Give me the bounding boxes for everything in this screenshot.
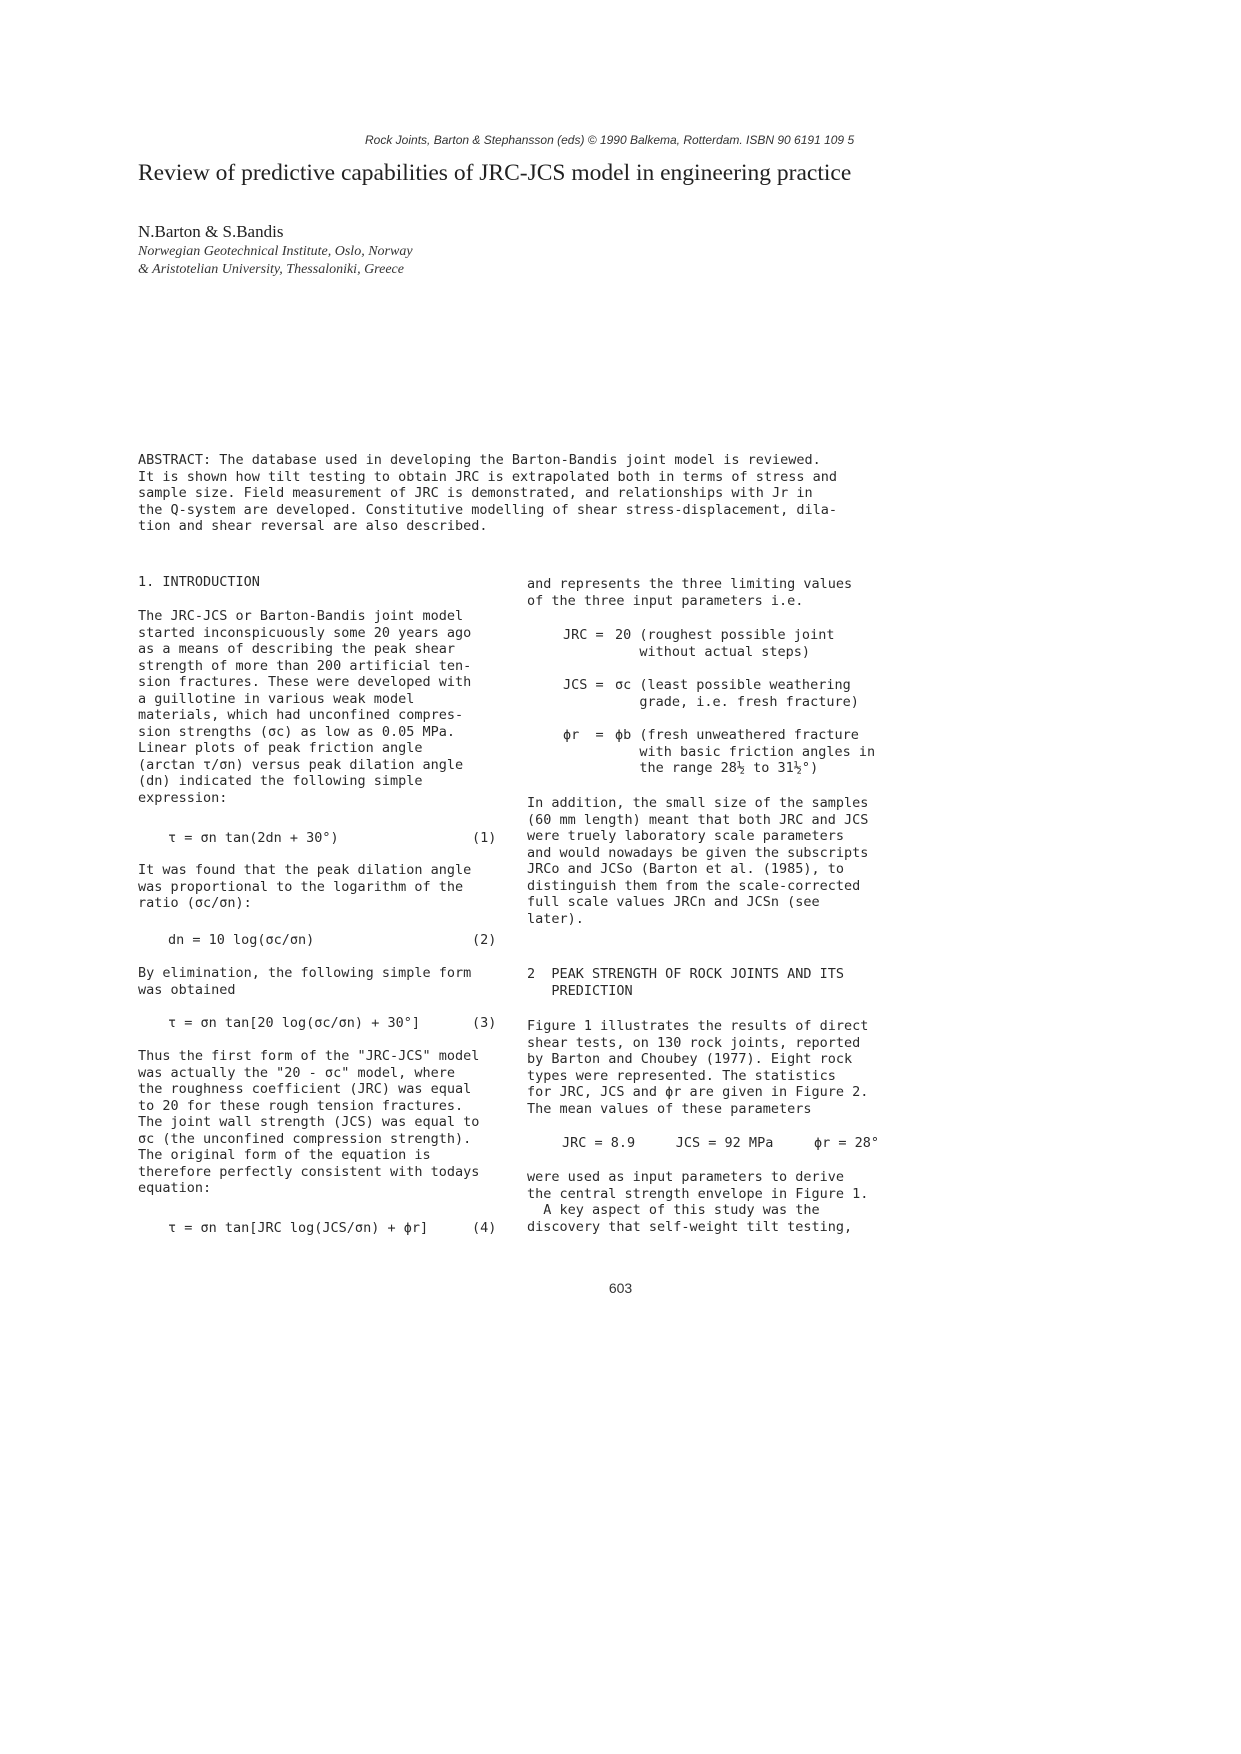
right-paragraph-2 [527,795,868,927]
right-paragraph-3 [527,1018,868,1117]
limit-description [615,727,875,777]
limit-jrc [563,627,835,660]
text-line: The mean values of these parameters [527,1100,812,1117]
equation-3-number: (3) [472,1015,497,1031]
right-paragraph-1 [527,576,852,609]
running-header: Rock Joints, Barton & Stephansson (eds) © 1990 Balkema, Rotterdam. ISBN 90 6191 109 5 [365,133,855,147]
text-line: equation: [138,1180,212,1196]
text-line: shear tests, on 130 rock joints, reported [527,1034,861,1051]
text-line: The original form of the equation is [138,1147,431,1163]
text-line: a guillotine in various weak model [138,690,415,707]
limit-equals: = [595,677,604,693]
right-paragraph-4 [527,1169,868,1235]
text-line: JRCo and JCSo (Barton et al. (1985), to [527,861,844,877]
equation-3: τ = σn tan[20 log(σc/σn) + 30°] [168,1015,420,1031]
text-line: materials, which had unconfined compres- [138,707,464,723]
intro-paragraph-3 [138,965,471,998]
abstract-line: tion and shear reversal are also described. [138,518,488,534]
limit-equals: = [595,627,604,643]
text-line: and represents the three limiting values [527,576,853,592]
text-line: of the three input parameters i.e. [527,592,804,609]
text-line: 20 (roughest possible joint [615,627,835,643]
text-line: Figure 1 illustrates the results of direct [527,1018,869,1034]
text-line: In addition, the small size of the samples [527,795,869,811]
text-line: grade, i.e. fresh fracture) [615,693,859,710]
text-line: the range 28½ to 31½°) [615,760,819,776]
text-line: The joint wall strength (JCS) was equal to [138,1114,480,1130]
equation-4-number: (4) [472,1220,497,1236]
text-line: full scale values JRCn and JCSn (see [527,894,820,910]
text-line: was actually the "20 - σc" model, where [138,1064,455,1081]
text-line: were truely laboratory scale parameters [527,828,844,844]
intro-paragraph-2 [138,862,471,912]
text-line: started inconspicuously some 20 years ago [138,624,472,641]
intro-paragraph-1 [138,608,471,806]
text-line: (dn) indicated the following simple [138,773,423,789]
limit-symbol: JCS [563,677,588,693]
text-line: was obtained [138,981,236,998]
equation-1-number: (1) [472,830,497,846]
limit-description [615,677,859,710]
limit-description [615,627,834,660]
section-heading-introduction: 1. INTRODUCTION [138,574,260,590]
text-line: Linear plots of peak friction angle [138,740,423,756]
text-line: sion strengths (σc) as low as 0.05 MPa. [138,723,455,740]
text-line: 2 PEAK STRENGTH OF ROCK JOINTS AND ITS [527,966,844,982]
text-line: distinguish them from the scale-corrected [527,877,861,894]
text-line: as a means of describing the peak shear [138,641,455,657]
text-line: discovery that self-weight tilt testing, [527,1218,853,1235]
section-heading-peak-strength [527,966,844,999]
text-line: (arctan τ/σn) versus peak dilation angle [138,756,464,773]
abstract-line: It is shown how tilt testing to obtain JRC is extrapolated both in terms of stress and [138,468,837,485]
text-line: PREDICTION [527,982,633,999]
text-line: Thus the first form of the "JRC-JCS" model [138,1048,480,1064]
limit-symbol: ϕr [563,727,588,743]
text-line: The JRC-JCS or Barton-Bandis joint model [138,608,464,624]
text-line: sion fractures. These were developed with [138,674,472,690]
equation-1: τ = σn tan(2dn + 30°) [168,830,339,846]
abstract [138,452,837,535]
text-line: σc (the unconfined compression strength). [138,1130,472,1147]
text-line: was proportional to the logarithm of the [138,878,464,895]
abstract-line: ABSTRACT: The database used in developing the Barton-Bandis joint model is reviewed. [138,452,821,468]
equation-4: τ = σn tan[JRC log(JCS/σn) + ϕr] [168,1220,429,1236]
text-line: were used as input parameters to derive [527,1169,844,1185]
text-line: for JRC, JCS and ϕr are given in Figure 2. [527,1084,869,1100]
text-line: therefore perfectly consistent with todays [138,1163,480,1180]
text-line: strength of more than 200 artificial ten- [138,657,472,674]
text-line: by Barton and Choubey (1977). Eight rock [527,1051,853,1067]
limit-symbol: JRC [563,627,588,643]
text-line: expression: [138,789,228,806]
text-line: A key aspect of this study was the [527,1202,820,1218]
affiliation-line: Norwegian Geotechnical Institute, Oslo, Norway [138,244,413,259]
text-line: without actual steps) [615,643,811,660]
equation-2-number: (2) [472,932,497,948]
text-line: (60 mm length) meant that both JRC and JCS [527,811,869,828]
limit-phi-r [563,727,876,776]
limit-jcs [563,677,859,710]
abstract-line: the Q-system are developed. Constitutive modelling of shear stress-displacement, dila- [138,501,837,518]
text-line: and would nowadays be given the subscripts [527,844,869,861]
text-line: ϕb (fresh unweathered fracture [615,727,859,743]
text-line: ratio (σc/σn): [138,895,252,911]
page-number: 603 [608,1280,633,1296]
text-line: with basic friction angles in [615,743,876,760]
text-line: types were represented. The statistics [527,1067,836,1084]
abstract-line: sample size. Field measurement of JRC is demonstrated, and relationships with Jr in [138,485,813,501]
text-line: the central strength envelope in Figure 1. [527,1185,869,1202]
text-line: By elimination, the following simple form [138,965,472,981]
text-line: the roughness coefficient (JRC) was equal [138,1081,472,1097]
affiliation-line: & Aristotelian University, Thessaloniki, Greece [138,262,404,277]
text-line: to 20 for these rough tension fractures. [138,1097,464,1114]
intro-paragraph-4 [138,1048,479,1197]
authors: N.Barton & S.Bandis [138,222,284,241]
equation-2: dn = 10 log(σc/σn) [168,932,315,948]
paper-title: Review of predictive capabilities of JRC-JCS model in engineering practice [138,160,852,186]
affiliations [138,243,413,279]
text-line: σc (least possible weathering [615,677,851,693]
text-line: later). [527,910,584,927]
mean-values: JRC = 8.9 JCS = 92 MPa ϕr = 28° [562,1135,879,1151]
text-line: It was found that the peak dilation angle [138,862,472,878]
limit-equals: = [595,727,604,743]
